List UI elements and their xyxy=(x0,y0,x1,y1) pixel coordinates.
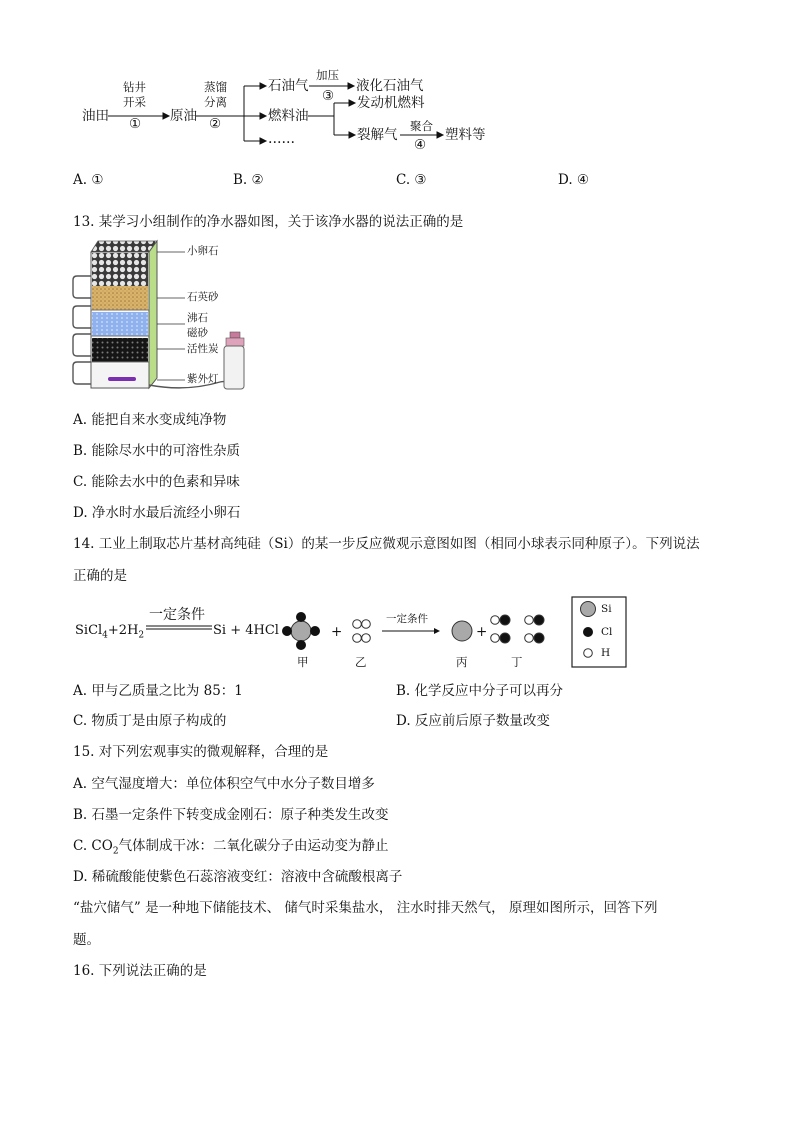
q13-label-activated-carbon: 活性炭 xyxy=(187,343,219,355)
flow-step1-number: ① xyxy=(129,116,142,132)
q13-label-pebble: 小卵石 xyxy=(187,245,219,257)
q12-option-d: D. ④ xyxy=(558,172,590,188)
q13-stem: 13. 某学习小组制作的净水器如图，关于该净水器的说法正确的是 xyxy=(73,214,464,230)
q14-stem-line2: 正确的是 xyxy=(73,568,127,584)
q15-option-b: B. 石墨一定条件下转变成金刚石：原子种类发生改变 xyxy=(73,807,389,823)
flow-lpg: 液化石油气 xyxy=(356,78,424,94)
q14-option-d: D. 反应前后原子数量改变 xyxy=(396,713,550,729)
q14-equation-left: $SiCl_4+2H_2$ xyxy=(75,623,145,641)
flow-step2-number: ② xyxy=(209,116,222,132)
salt-cavern-intro-line1: “盐穴储气” 是一种地下储能技术、 储气时采集盐水， 注水时排天然气， 原理如图所示，回答下列 xyxy=(73,900,658,916)
q15-option-a: A. 空气湿度增大：单位体积空气中水分子数目增多 xyxy=(73,776,375,792)
flow-oilfield: 油田 xyxy=(82,108,109,124)
flow-engine-fuel: 发动机燃料 xyxy=(357,95,425,111)
q12-option-a: A. ① xyxy=(73,172,104,188)
q13-option-b: B. 能除尽水中的可溶性杂质 xyxy=(73,443,241,459)
flow-petro-gas: 石油气 xyxy=(268,78,309,94)
q13-option-c: C. 能除去水中的色素和异味 xyxy=(73,474,240,490)
q16-stem: 16. 下列说法正确的是 xyxy=(73,963,207,979)
q12-option-b: B. ② xyxy=(233,172,264,188)
q14-legend-cl: Cl xyxy=(601,626,613,638)
flow-ellipsis: …… xyxy=(268,131,295,147)
q13-label-uv-lamp: 紫外灯 xyxy=(187,373,219,385)
q14-option-a: A. 甲与乙质量之比为 85：1 xyxy=(73,683,243,699)
q13-option-d: D. 净水时水最后流经小卵石 xyxy=(73,505,241,521)
q13-label-zeolite: 沸石 xyxy=(187,312,208,324)
q14-equation-condition: 一定条件 xyxy=(149,607,205,623)
flow-step1-label-1: 钻井 xyxy=(123,80,146,94)
flow-fuel-oil: 燃料油 xyxy=(268,108,309,124)
flow-pressurize: 加压 xyxy=(316,68,339,82)
q14-equation-right: Si + 4HCl xyxy=(213,623,279,638)
q15-option-d: D. 稀硫酸能使紫色石蕊溶液变红：溶液中含硫酸根离子 xyxy=(73,869,403,885)
q14-label-bing: 丙 xyxy=(456,655,468,669)
q15-stem: 15. 对下列宏观事实的微观解释，合理的是 xyxy=(73,744,329,760)
flow-polymerize: 聚合 xyxy=(410,119,433,133)
flow-crack-gas: 裂解气 xyxy=(357,127,398,143)
q14-label-ding: 丁 xyxy=(511,655,523,669)
flow-step1-label-2: 开采 xyxy=(123,95,146,109)
q13-label-magnetite: 磁砂 xyxy=(187,327,208,339)
q14-legend-h: H xyxy=(601,647,611,659)
q14-option-c: C. 物质丁是由原子构成的 xyxy=(73,713,227,729)
flow-step2-label-2: 分离 xyxy=(204,95,227,109)
flow-plastics: 塑料等 xyxy=(445,127,486,143)
q14-label-yi: 乙 xyxy=(355,655,367,669)
flow-step4-number: ④ xyxy=(414,137,427,153)
q14-arrow-condition: 一定条件 xyxy=(386,613,428,625)
q13-label-quartz-sand: 石英砂 xyxy=(187,291,219,303)
q15-option-c: C. $CO_2$气体制成干冰：二氧化碳分子由运动变为静止 xyxy=(73,838,389,857)
flow-step3-number: ③ xyxy=(322,88,335,104)
flow-crude: 原油 xyxy=(170,108,197,124)
q14-option-b: B. 化学反应中分子可以再分 xyxy=(396,683,564,699)
q14-legend-si: Si xyxy=(601,603,612,615)
q14-label-jia: 甲 xyxy=(297,655,309,669)
q14-stem-line1: 14. 工业上制取芯片基材高纯硅（Si）的某一步反应微观示意图如图（相同小球表示同种原子）。下列说法 xyxy=(73,536,700,552)
q13-option-a: A. 能把自来水变成纯净物 xyxy=(73,412,227,428)
q12-option-c: C. ③ xyxy=(396,172,427,188)
q14-plus-2: + xyxy=(476,624,488,640)
flow-step2-label-1: 蒸馏 xyxy=(204,80,227,94)
q14-plus-1: + xyxy=(331,624,343,640)
salt-cavern-intro-line2: 题。 xyxy=(73,932,100,948)
